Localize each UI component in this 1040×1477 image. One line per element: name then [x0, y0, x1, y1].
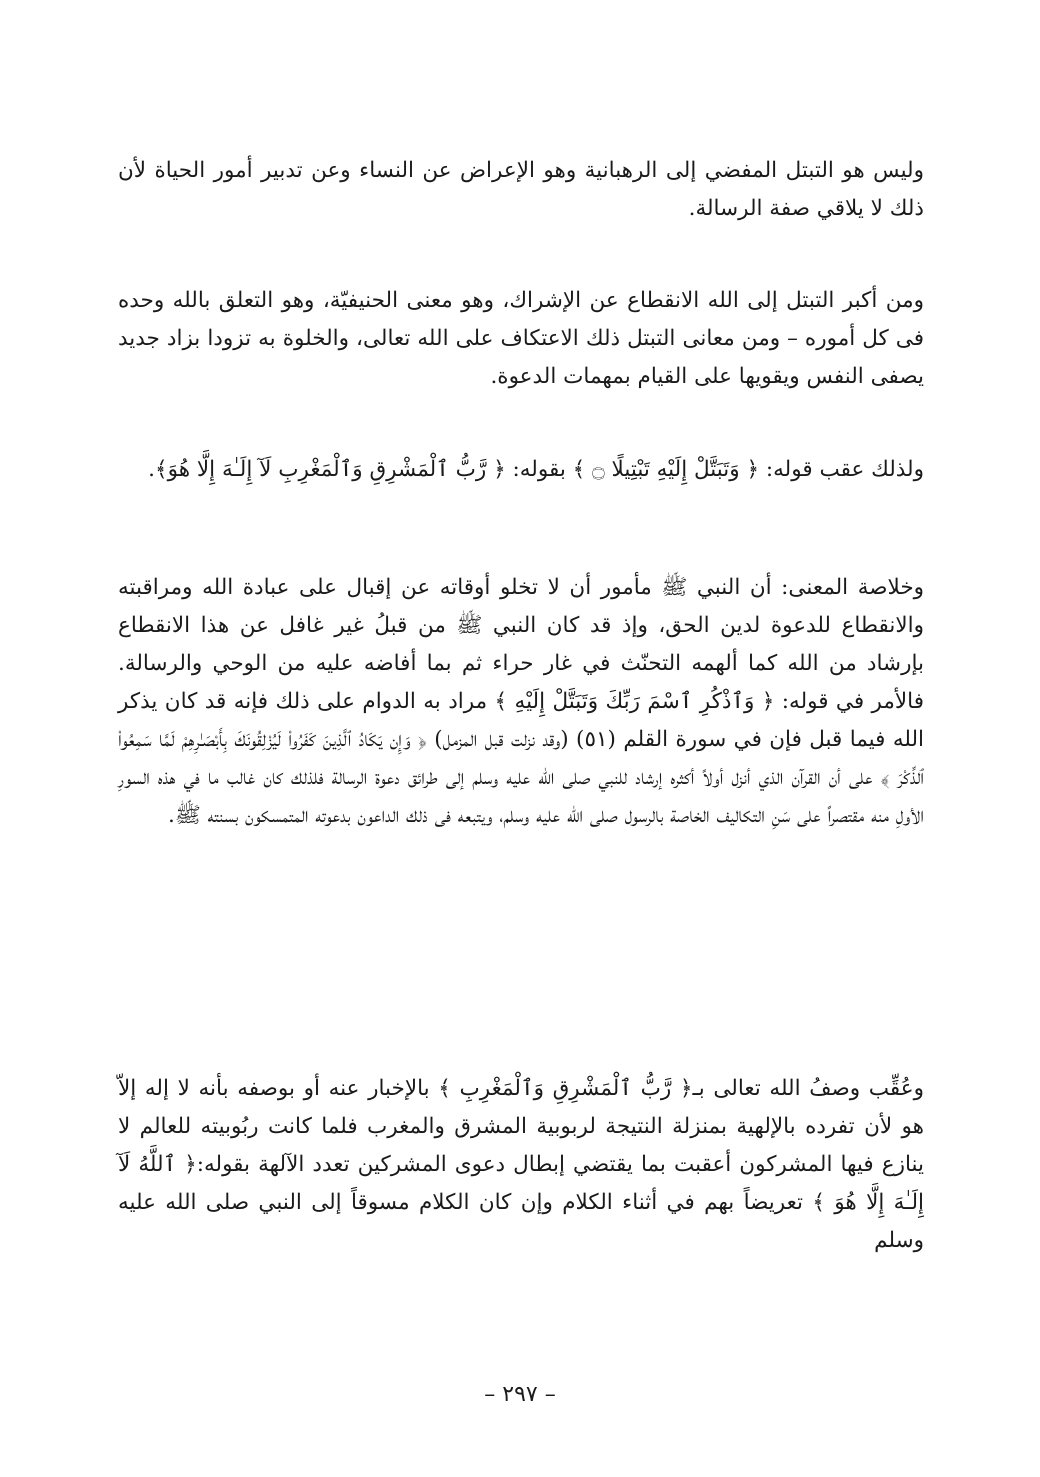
- paragraph-4: وخلاصة المعنى: أن النبي ﷺ مأمور أن لا تخلو أوقاته عن إقبال على عبادة الله ومراقبته والانقطاع للدعوة لدين الحق، وإذ قد كان النبي ﷺ من قبلُ غير غافل عن هذا الانقطاع بإرشاد من الله كما ألهمه التحنّث في غار حراء ثم بما أفاضه عليه من الوحي والرسالة. فالأمر في قوله: ﴿ وَٱذْكُرِ ٱسْمَ رَبِّكَ وَتَبَتَّلْ إِلَيْهِ ﴾ مراد به الدوام على ذلك فإنه قد كان يذكر الله فيما قبل فإن في سورة القلم (٥١) (وقد نزلت قبل المزمل) ﴿ وَإِن يَكَادُ ٱلَّذِينَ كَفَرُوا۟ لَيُزْلِقُونَكَ بِأَبْصَـٰرِهِمْ لَمَّا سَمِعُوا۟ ٱلذِّكْرَ ﴾ على أن القرآن الذي أنزل أولاً أكثره إرشاد للنبي صلى الله عليه وسلم إلى طرائق دعوة الرسالة فلذلك كان غالب ما في هذه السورِ الأولِ منه مقتصراً على سَنِ التكاليف الخاصة بالرسول صلى الله عليه وسلم، ويتبعه فى ذلك الداعون بدعوته المتمسكون بسنته ﷺ.: [118, 575, 924, 828]
- page-number: – ٢٩٧ –: [484, 1382, 556, 1407]
- paragraph-5: وعُقِّب وصفُ الله تعالى بـ﴿ رَّبُّ ٱلْمَشْرِقِ وَٱلْمَغْرِبِ ﴾ بالإخبار عنه أو بوصفه بأنه لا إله إلاّ هو لأن تفرده بالإلهية بمنزلة النتيجة لربوبية المشرق والمغرب فلما كانت ربُوبيته للعالم لا ينازع فيها المشركون أعقبت بما يقتضي إبطال دعوى المشركين تعدد الآلهة بقوله:﴿ ٱللَّهُ لَآ إِلَـٰهَ إِلَّا هُوَ ﴾ تعريضاً بهم في أثناء الكلام وإن كان الكلام مسوقاً إلى النبي صلى الله عليه وسلم: [118, 1076, 924, 1253]
- paragraph-2: ومن أكبر التبتل إلى الله الانقطاع عن الإشراك، وهو معنى الحنيفيّة، وهو التعلق بالله وحده فى كل أموره – ومن معانى التبتل ذلك الاعتكاف على الله تعالى، والخلوة به تزودا بزاد جديد يصفى النفس ويقويها على القيام بمهمات الدعوة.: [118, 288, 924, 389]
- paragraph-1: وليس هو التبتل المفضي إلى الرهبانية وهو الإعراض عن النساء وعن تدبير أمور الحياة لأن ذلك لا يلاقي صفة الرسالة.: [118, 158, 924, 221]
- paragraph-3: ولذلك عقب قوله: ﴿ وَتَبَتَّلْ إِلَيْهِ تَبْتِيلًا ۝ ﴾ بقوله: ﴿ رَّبُّ ٱلْمَشْرِقِ وَٱلْمَغْرِبِ لَآ إِلَـٰهَ إِلَّا هُوَ﴾.: [148, 457, 924, 482]
